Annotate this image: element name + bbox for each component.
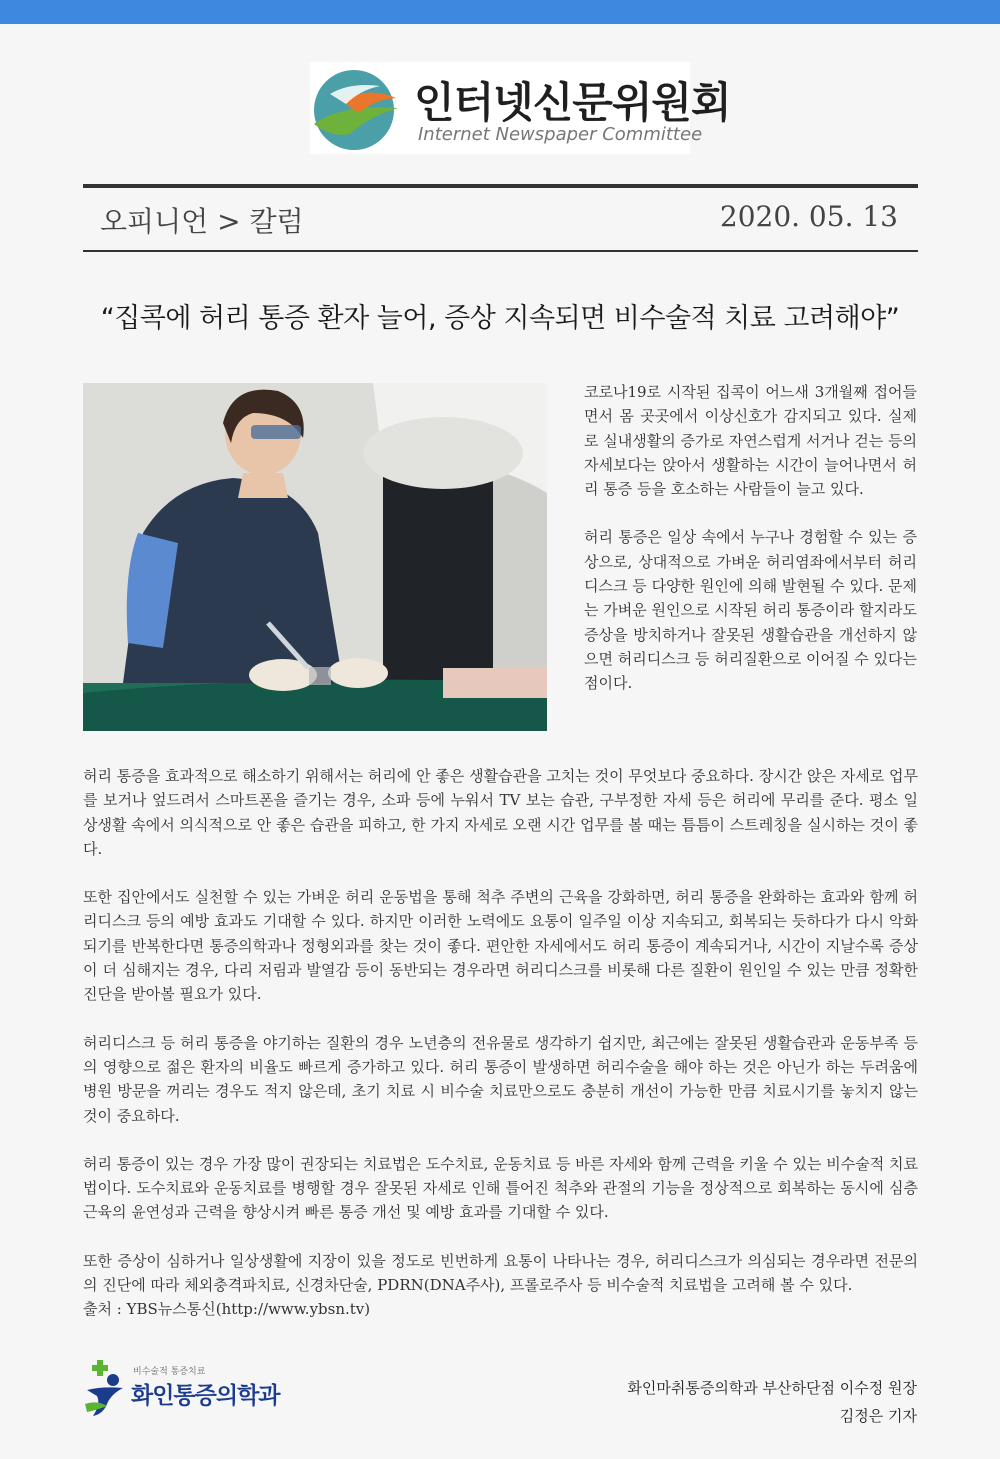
- masthead-name-en: Internet Newspaper Committee: [418, 124, 703, 145]
- masthead-name-ko: 인터넷신문위원회: [414, 78, 731, 127]
- article-body: [83, 764, 918, 1321]
- committee-logo-icon: [310, 64, 402, 152]
- clinic-logo[interactable]: [83, 1360, 293, 1416]
- body-paragraph: 허리디스크 등 허리 통증을 야기하는 질환의 경우 노년층의 전유물로 생각하기 쉽지만, 최근에는 잘못된 생활습관과 운동부족 등의 영향으로 젊은 환자의 비율도 빠르게 증가하고 있다. 허리 통증이 발생하면 허리수술을 해야 하는 것은 아닌가 하는 두려움에 병원 방문을 꺼리는 경우도 적지 않은데, 초기 치료 시 비수술 치료만으로도 충분히 개선이 가능한 만큼 치료시기를 놓치지 않는 것이 중요하다.: [83, 1033, 918, 1125]
- clinic-treatment-illustration: [83, 383, 547, 731]
- clinic-name: 화인통증의학과: [131, 1383, 280, 1409]
- body-paragraph: 또한 집안에서도 실천할 수 있는 가벼운 허리 운동법을 통해 척추 주변의 근육을 강화하면, 허리 통증을 완화하는 효과와 함께 허리디스크 등의 예방 효과도 기대할 수 있다. 하지만 이러한 노력에도 요통이 일주일 이상 지속되고, 회복되는 듯하다가 다시 악화되기를 반복한다면 통증의학과나 정형외과를 찾는 것이 좋다. 편안한 자세에서도 허리 통증이 계속되거나, 시간이 지날수록 증상이 더 심해지는 경우, 다리 저림과 발열감 등이 동반되는 경우라면 허리디스크를 비롯해 다른 질환이 원인일 수 있는 만큼 정확한 진단을 받아볼 필요가 있다.: [83, 888, 918, 1004]
- body-paragraph: 허리 통증을 효과적으로 해소하기 위해서는 허리에 안 좋은 생활습관을 고치는 것이 무엇보다 중요하다. 장시간 앉은 자세로 업무를 보거나 엎드려서 스마트폰을 즐기는 경우, 소파 등에 누워서 TV 보는 습관, 구부정한 자세 등은 허리에 무리를 준다. 평소 일상생활 속에서 의식적으로 안 좋은 습관을 피하고, 한 가지 자세로 오랜 시간 업무를 볼 때는 틈틈이 스트레칭을 실시하는 것이 좋다.: [83, 767, 918, 858]
- breadcrumb[interactable]: 오피니언 > 칼럼: [100, 205, 304, 238]
- article-intro-column: [584, 380, 917, 720]
- header-divider-top: [83, 184, 918, 188]
- body-paragraph: 또한 증상이 심하거나 일상생활에 지장이 있을 정도로 빈번하게 요통이 나타나는 경우, 허리디스크가 의심되는 경우라면 전문의의 진단에 따라 체외충격파치료, 신경차단술, PDRN(DNA주사), 프롤로주사 등 비수술적 치료법을 고려해 볼 수 있다.: [83, 1251, 918, 1295]
- clinic-tagline: 비수술적 통증치료: [133, 1367, 206, 1377]
- intro-paragraph: 허리 통증은 일상 속에서 누구나 경험할 수 있는 증상으로, 상대적으로 가벼운 허리염좌에서부터 허리디스크 등 다양한 원인에 의해 발현될 수 있다. 문제는 가벼운 원인으로 시작된 허리 통증이라 할지라도 증상을 방치하거나 잘못된 생활습관을 개선하지 않으면 허리디스크 등 허리질환으로 이어질 수 있다는 점이다.: [584, 528, 917, 693]
- top-accent-bar: [0, 0, 1000, 24]
- body-paragraph: 허리 통증이 있는 경우 가장 많이 권장되는 치료법은 도수치료, 운동치료 등 바른 자세와 함께 근력을 키울 수 있는 비수술적 치료법이다. 도수치료와 운동치료를 병행할 경우 잘못된 자세로 인해 틀어진 척추와 관절의 기능을 정상적으로 회복하는 동시에 심층근육의 윤연성과 근력을 향상시켜 빠른 통증 개선 및 예방 효과를 기대할 수 있다.: [83, 1154, 918, 1222]
- article-headline: “집콕에 허리 통증 환자 늘어, 증상 지속되면 비수술적 치료 고려해야”: [100, 303, 900, 334]
- article-photo: [83, 383, 547, 731]
- clinic-person-icon: [83, 1360, 129, 1416]
- byline-author: 화인마취통증의학과 부산하단점 이수정 원장: [627, 1379, 917, 1397]
- article-date: 2020. 05. 13: [719, 200, 898, 233]
- byline: [627, 1374, 917, 1430]
- header-divider-bottom: [83, 250, 918, 252]
- article-source[interactable]: 출처 : YBS뉴스통신(http://www.ybsn.tv): [83, 1300, 371, 1318]
- intro-paragraph: 코로나19로 시작된 집콕이 어느새 3개월째 접어들면서 몸 곳곳에서 이상신호가 감지되고 있다. 실제로 실내생활의 증가로 자연스럽게 서거나 걷는 등의 자세보다는 앉아서 생활하는 시간이 늘어나면서 허리 통증 등을 호소하는 사람들이 늘고 있다.: [584, 383, 917, 499]
- byline-reporter: 김정은 기자: [839, 1407, 917, 1425]
- masthead-logo[interactable]: [310, 62, 731, 154]
